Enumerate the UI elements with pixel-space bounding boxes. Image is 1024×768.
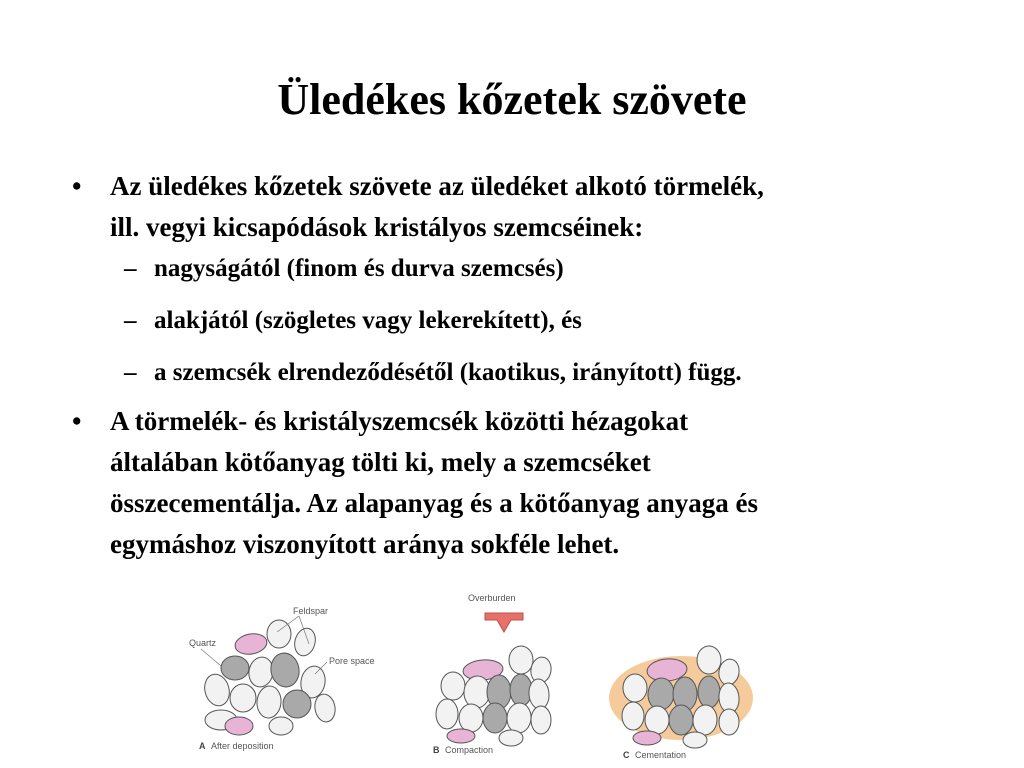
feldspar-label: Feldspar xyxy=(293,606,329,616)
quartz-grain xyxy=(622,702,644,730)
bullet-2-symbol: • xyxy=(72,406,82,436)
rock-fragment-grain xyxy=(698,676,720,708)
sub-bullet-1 xyxy=(72,251,972,287)
quartz-grain xyxy=(683,732,707,748)
panel-c-caption: Cementation xyxy=(635,750,687,760)
quartz-grain xyxy=(509,646,533,674)
quartz-leader-line xyxy=(201,649,221,666)
panel-a-caption: After deposition xyxy=(211,741,274,751)
bullet-2-line-3: összecementálja. Az alapanyag és a kötőanyag anyaga és xyxy=(110,488,758,518)
sub-bullet-2 xyxy=(72,303,972,339)
panel-c-grains xyxy=(622,646,741,748)
quartz-grain xyxy=(269,717,293,735)
bullet-1-line-1: Az üledékes kőzetek szövete az üledéket alkotó törmelék, xyxy=(110,171,764,201)
overburden-label: Overburden xyxy=(468,593,516,603)
rock-fragment-grain xyxy=(669,705,693,735)
sub-bullet-3 xyxy=(72,355,972,391)
panel-a-grains xyxy=(201,620,337,735)
overburden-arrow-icon xyxy=(485,613,523,632)
feldspar-grain xyxy=(234,631,269,656)
quartz-grain xyxy=(436,699,458,729)
quartz-grain xyxy=(230,684,256,712)
quartz-grain xyxy=(256,685,283,719)
bullet-2-line-4: egymáshoz viszonyított aránya sokféle lehet. xyxy=(110,529,620,559)
quartz-grain xyxy=(499,730,523,746)
quartz-grain xyxy=(697,646,721,674)
panel-b-caption: Compaction xyxy=(445,745,494,755)
slide-title: Üledékes kőzetek szövete xyxy=(277,75,747,124)
slide-content xyxy=(72,166,972,568)
rock-fragment-grain xyxy=(283,690,311,718)
quartz-grain xyxy=(441,672,465,700)
sub-bullet-2-symbol: – xyxy=(124,307,137,334)
quartz-grain xyxy=(623,674,647,702)
sub-bullet-1-symbol: – xyxy=(124,255,137,282)
quartz-label: Quartz xyxy=(189,638,217,648)
sediment-diagenesis-figure xyxy=(181,586,769,768)
rock-fragment-grain xyxy=(483,703,507,733)
panel-b-letter: B xyxy=(433,745,440,755)
feldspar-grain xyxy=(447,729,475,743)
feldspar-grain xyxy=(633,731,661,745)
diagenesis-diagram xyxy=(181,586,769,768)
panel-a-letter: A xyxy=(199,741,206,751)
bullet-1 xyxy=(72,166,972,248)
feldspar-grain xyxy=(225,717,253,735)
pore-space-label: Pore space xyxy=(329,656,375,666)
rock-fragment-grain xyxy=(221,656,249,680)
quartz-grain xyxy=(506,702,533,734)
sub-bullet-3-text: a szemcsék elrendeződésétől (kaotikus, irányított) függ. xyxy=(154,359,742,386)
sub-bullet-1-text: nagyságától (finom és durva szemcsés) xyxy=(154,255,564,282)
bullet-2-line-1: A törmelék- és kristályszemcsék közötti hézagokat xyxy=(110,406,689,436)
quartz-grain xyxy=(531,706,551,734)
panel-b-grains xyxy=(436,646,553,746)
rock-fragment-grain xyxy=(268,651,301,689)
sub-bullet-2-text: alakjától (szögletes vagy lekerekített), és xyxy=(154,307,582,334)
sub-bullet-3-symbol: – xyxy=(124,359,137,386)
bullet-1-symbol: • xyxy=(72,171,82,201)
bullet-2-line-2: általában kötőanyag tölti ki, mely a szemcséket xyxy=(110,447,651,477)
quartz-grain xyxy=(292,626,319,658)
bullet-2 xyxy=(72,401,972,565)
quartz-grain xyxy=(645,706,669,734)
quartz-grain xyxy=(719,709,739,735)
bullet-1-line-2: ill. vegyi kicsapódások kristályos szemcséinek: xyxy=(110,212,644,242)
panel-c-letter: C xyxy=(623,750,630,760)
quartz-grain xyxy=(459,704,483,732)
